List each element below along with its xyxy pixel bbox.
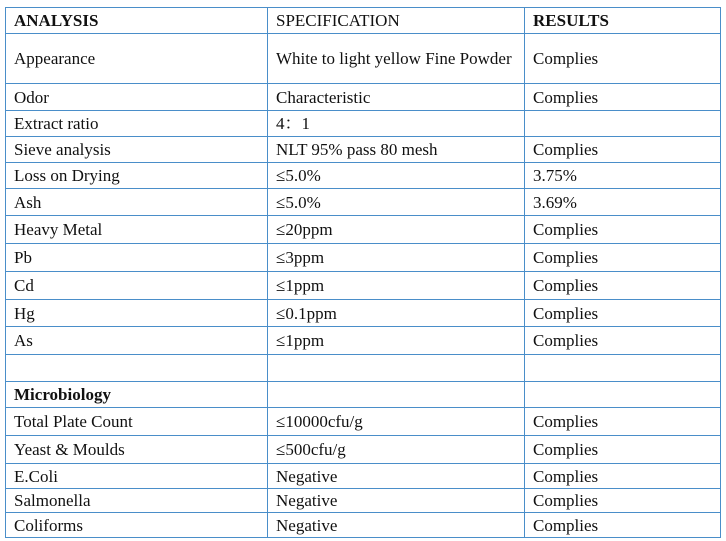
table-row [6,300,721,327]
table-row [6,189,721,216]
analysis-cell: Extract ratio [6,111,268,137]
result-cell: Complies [525,327,721,355]
result-cell: Complies [525,300,721,327]
result-cell: Complies [525,408,721,436]
header-results: RESULTS [525,8,721,34]
table-row [6,34,721,84]
analysis-cell: Odor [6,84,268,111]
specification-cell: NLT 95% pass 80 mesh [268,137,525,163]
analysis-cell: Pb [6,244,268,272]
analysis-cell: E.Coli [6,464,268,489]
analysis-cell: Ash [6,189,268,216]
analysis-cell: Heavy Metal [6,216,268,244]
specification-cell: ≤5.0% [268,163,525,189]
specification-cell: Characteristic [268,84,525,111]
table-row [6,327,721,355]
specification-cell: ≤500cfu/g [268,436,525,464]
table-row [6,513,721,538]
specification-cell: ≤0.1ppm [268,300,525,327]
table-row [6,244,721,272]
result-cell: Complies [525,513,721,538]
result-cell: Complies [525,84,721,111]
result-cell: Complies [525,34,721,84]
specification-cell: 4：1 [268,111,525,137]
header-analysis: ANALYSIS [6,8,268,34]
result-cell: Complies [525,489,721,513]
result-cell: 3.69% [525,189,721,216]
result-cell: Complies [525,216,721,244]
table-row [6,436,721,464]
analysis-cell: Cd [6,272,268,300]
result-cell [525,111,721,137]
table-row [6,137,721,163]
section-title-row [6,382,721,408]
empty-cell [525,355,721,382]
table-row [6,464,721,489]
table-row [6,272,721,300]
empty-cell [525,382,721,408]
result-cell: Complies [525,436,721,464]
specification-cell: Negative [268,513,525,538]
analysis-cell: Sieve analysis [6,137,268,163]
specification-cell: ≤3ppm [268,244,525,272]
specification-cell: ≤10000cfu/g [268,408,525,436]
table-row [6,163,721,189]
specification-cell: White to light yellow Fine Powder [268,34,525,84]
empty-cell [268,355,525,382]
table-row [6,111,721,137]
result-cell: Complies [525,137,721,163]
header-specification: SPECIFICATION [268,8,525,34]
analysis-cell: Loss on Drying [6,163,268,189]
table-row [6,408,721,436]
specification-cell: ≤20ppm [268,216,525,244]
result-cell: 3.75% [525,163,721,189]
analysis-cell: Appearance [6,34,268,84]
analysis-table [5,7,721,538]
analysis-cell: Salmonella [6,489,268,513]
specification-cell: Negative [268,489,525,513]
specification-cell: ≤5.0% [268,189,525,216]
empty-cell [6,355,268,382]
analysis-cell: Total Plate Count [6,408,268,436]
result-cell: Complies [525,244,721,272]
spacer-row [6,355,721,382]
empty-cell [268,382,525,408]
result-cell: Complies [525,464,721,489]
result-cell: Complies [525,272,721,300]
analysis-cell: Coliforms [6,513,268,538]
analysis-cell: Yeast & Moulds [6,436,268,464]
specification-cell: Negative [268,464,525,489]
table-row [6,84,721,111]
analysis-cell: As [6,327,268,355]
table-row [6,489,721,513]
section-title: Microbiology [6,382,268,408]
specification-cell: ≤1ppm [268,272,525,300]
table-row [6,216,721,244]
specification-cell: ≤1ppm [268,327,525,355]
table-header-row [6,8,721,34]
analysis-cell: Hg [6,300,268,327]
